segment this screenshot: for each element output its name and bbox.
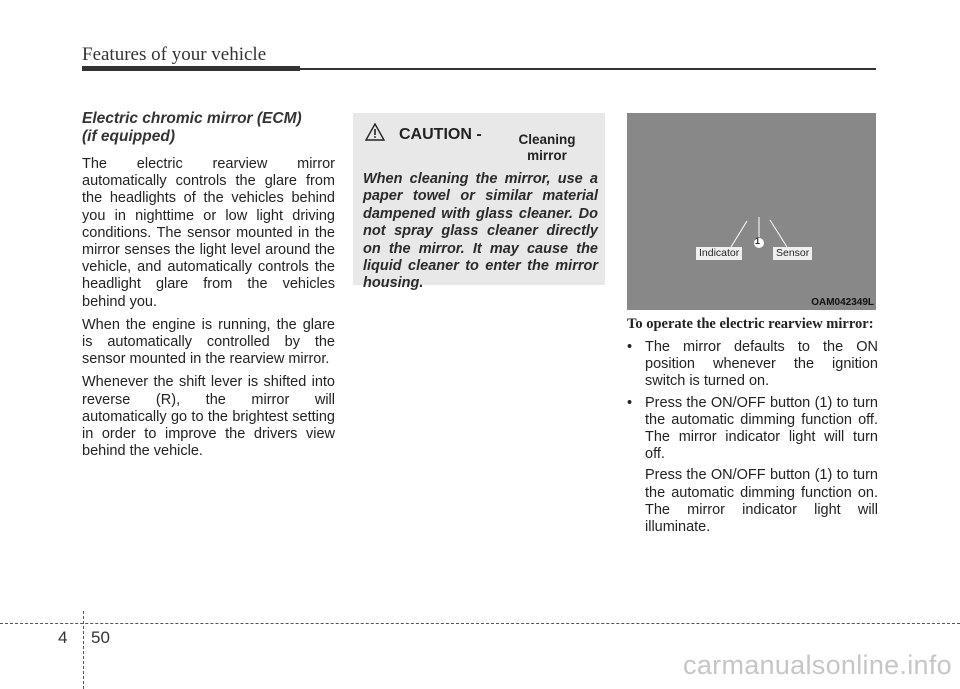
callout-number: 1 — [755, 236, 761, 246]
caution-subject: Cleaning mirror — [518, 132, 576, 163]
paragraph-3: Whenever the shift lever is shifted into reverse (R), the mirror will automatically go to the brightest setting in order to improve the drivers view behind the vehicle. — [82, 374, 335, 460]
mirror-figure-drawing — [627, 113, 876, 310]
warning-triangle-icon — [365, 123, 385, 141]
bullet-text: Press the ON/OFF button (1) to turn the automatic dimming function off. The mirror indicator light will turn off. — [645, 394, 878, 463]
list-item — [627, 395, 878, 464]
paragraph-1: The electric rearview mirror automatically controls the glare from the headlights of the vehicles behind you in nighttime or low light driving conditions. The sensor mounted in the mirror senses the light level around the vehicle, and automatically controls the headlight glare from the vehicles behind you. — [82, 156, 335, 310]
section-heading-line2: (if equipped) — [82, 128, 175, 145]
label-indicator: Indicator — [696, 247, 742, 260]
bullet-dot: • — [627, 394, 633, 411]
page-number: 50 — [91, 628, 110, 647]
footer-rule — [0, 623, 960, 624]
section-heading — [82, 110, 335, 146]
indicator-leader-line — [731, 221, 747, 247]
sensor-leader-line — [770, 220, 787, 247]
figure-code: OAM042349L — [811, 297, 874, 308]
caution-box — [353, 113, 605, 292]
header-title: Features of your vehicle — [82, 44, 267, 65]
header-rule-thin — [300, 68, 876, 70]
caution-title — [363, 121, 598, 163]
footer-divider — [83, 611, 84, 689]
continuation-text: Press the ON/OFF button (1) to turn the automatic dimming function on. The mirror indicator light will illuminate. — [645, 467, 878, 536]
mirror-figure — [627, 113, 876, 310]
section-heading-line1: Electric chromic mirror (ECM) — [82, 110, 302, 127]
watermark: carmanualsonline.info — [683, 650, 952, 680]
bullet-text: The mirror defaults to the ON position whenever the ignition switch is turned on. — [645, 339, 878, 390]
header-rule-thick — [82, 66, 300, 71]
list-item — [627, 339, 878, 391]
label-sensor: Sensor — [773, 247, 812, 260]
caution-label: CAUTION - — [399, 126, 482, 143]
operation-subheading: To operate the electric rearview mirror: — [627, 316, 874, 332]
bullet-dot: • — [627, 339, 633, 355]
paragraph-2: When the engine is running, the glare is automatically controlled by the sensor mounted in the rearview mirror. — [82, 316, 335, 368]
left-column — [82, 110, 335, 466]
right-column — [627, 316, 878, 536]
chapter-number: 4 — [58, 628, 68, 647]
caution-text: When cleaning the mirror, use a paper towel or similar material dampened with glass cleaner. Do not spray glass cleaner directly on the mirror. It may cause the liquid cleaner to enter the mirror housing. — [363, 171, 598, 292]
